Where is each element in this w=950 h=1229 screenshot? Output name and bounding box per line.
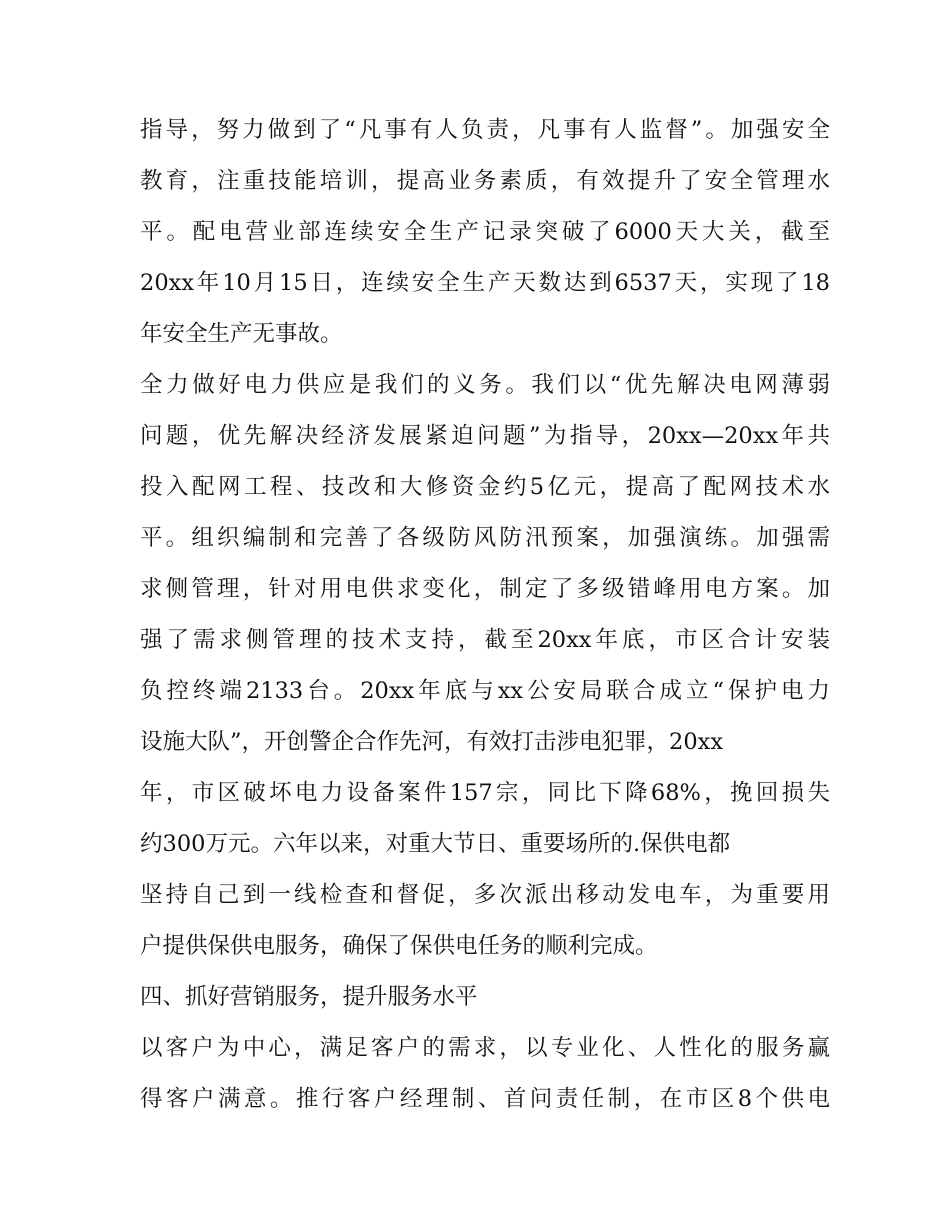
text-line-19: 以客户为中心，满足客户的需求，以专业化、人性化的服务赢 [140,1035,830,1061]
text-line-20: 得客户满意。推行客户经理制、首问责任制，在市区8个供电 [140,1086,830,1112]
text-line-11: 强了需求侧管理的技术支持，截至20xx年底，市区合计安装 [140,627,830,653]
text-line-10: 求侧管理，针对用电供求变化，制定了多级错峰用电方案。加 [140,576,830,602]
text-line-6: 全力做好电力供应是我们的义务。我们以“优先解决电网薄弱 [140,372,830,398]
text-line-13: 设施大队”，开创警企合作先河，有效打击涉电犯罪，20xx [140,729,724,755]
text-line-1: 指导，努力做到了“凡事有人负责，凡事有人监督”。加强安全 [140,117,830,143]
text-line-8: 投入配网工程、技改和大修资金约5亿元，提高了配网技术水 [140,474,830,500]
text-line-3: 平。配电营业部连续安全生产记录突破了6000天大关，截至 [140,219,830,245]
body-text [140,105,830,1125]
section-heading: 四、抓好营销服务，提升服务水平 [140,984,478,1010]
text-line-7: 问题，优先解决经济发展紧迫问题”为指导，20xx—20xx年共 [140,423,830,449]
text-line-15: 约300万元。六年以来，对重大节日、重要场所的.保供电都 [140,831,731,857]
text-line-5: 年安全生产无事故。 [140,321,343,347]
text-line-14: 年，市区破坏电力设备案件157宗，同比下降68%，挽回损失 [140,780,830,806]
text-line-9: 平。组织编制和完善了各级防风防汛预案，加强演练。加强需 [140,525,830,551]
text-line-17: 户提供保供电服务，确保了保供电任务的顺利完成。 [140,933,658,959]
text-line-4: 20xx年10月15日，连续安全生产天数达到6537天，实现了18 [140,270,830,296]
text-line-2: 教育，注重技能培训，提高业务素质，有效提升了安全管理水 [140,168,830,194]
text-line-16: 坚持自己到一线检查和督促，多次派出移动发电车，为重要用 [140,882,830,908]
text-line-12: 负控终端2133台。20xx年底与xx公安局联合成立“保护电力 [140,678,830,704]
